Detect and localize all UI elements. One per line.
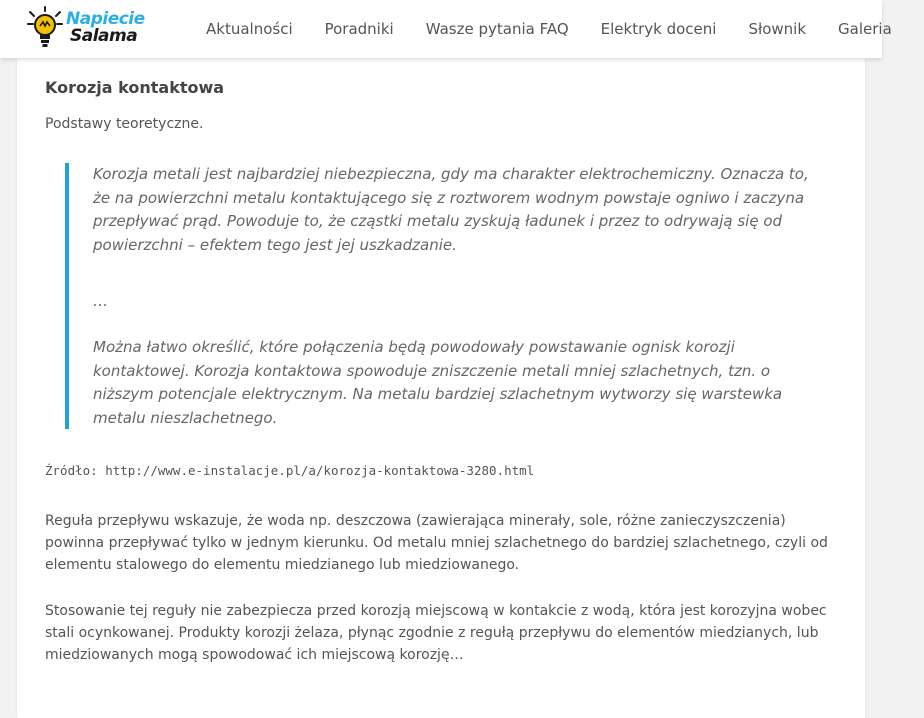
main-nav (206, 0, 924, 58)
nav-item-faq[interactable]: Wasze pytania FAQ (425, 20, 569, 38)
nav-item-elektryk-doceni[interactable]: Elektryk doceni (600, 20, 717, 38)
logo-text-bottom: Salama (70, 26, 138, 46)
logo-text-top: Napiecie (66, 9, 145, 29)
lightbulb-icon (26, 6, 64, 50)
nav-item-slownik[interactable]: Słownik (748, 20, 807, 38)
quote-paragraph-2: Można łatwo określić, które połączenia będą powodowały powstawanie ognisk korozji kontaktowej. Korozja kontaktowa spowoduje zniszczenie metali mniej szlachetnych, tzn. o niższym potencjale elektrycznym. Na metalu bardziej szlachetnym wytworzy się warstewka metalu nieszlachetnego. (93, 338, 783, 427)
site-logo[interactable] (26, 6, 146, 50)
source-citation: Źródło: http://www.e-instalacje.pl/a/korozja-kontaktowa-3280.html (45, 463, 535, 478)
nav-item-poradniki[interactable]: Poradniki (324, 20, 394, 38)
section-title: Korozja kontaktowa (45, 78, 225, 97)
body-paragraph-1: Reguła przepływu wskazuje, że woda np. deszczowa (zawierająca minerały, sole, różne zanieczyszczenia) powinna przepływać tylko w jednym kierunku. Od metalu mniej szlachetnego do bardziej szlachetnego, czyli od elementu stalowego do elementu miedzianego lub miedziowanego. (45, 513, 828, 573)
nav-item-galeria[interactable]: Galeria (838, 20, 892, 38)
article-container (17, 58, 865, 718)
quote-paragraph-1: Korozja metali jest najbardziej niebezpieczna, gdy ma charakter elektrochemiczny. Oznacza to, że na powierzchni metalu kontaktującego się z roztworem wodnym powstaje ogniwo i zaczyna przepływać prąd. Powoduje to, że cząstki metalu zyskują ładunek i przez to odrywają się od powierzchni – efektem tego jest jej uszkadzanie. (93, 165, 809, 254)
body-paragraph-2: Stosowanie tej reguły nie zabezpiecza przed korozją miejscową w kontakcie z wodą, która jest korozyjna wobec stali ocynkowanej. Produkty korozji żelaza, płynąc zgodnie z regułą przepływu do elementów miedzianych, lub miedziowanych mogą spowodować ich miejscową korozję… (45, 603, 827, 663)
blockquote (65, 163, 810, 429)
site-header (0, 0, 892, 58)
nav-item-aktualnosci[interactable]: Aktualności (206, 20, 293, 38)
quote-ellipsis: … (93, 292, 108, 310)
article-subtitle: Podstawy teoretyczne. (45, 116, 204, 132)
